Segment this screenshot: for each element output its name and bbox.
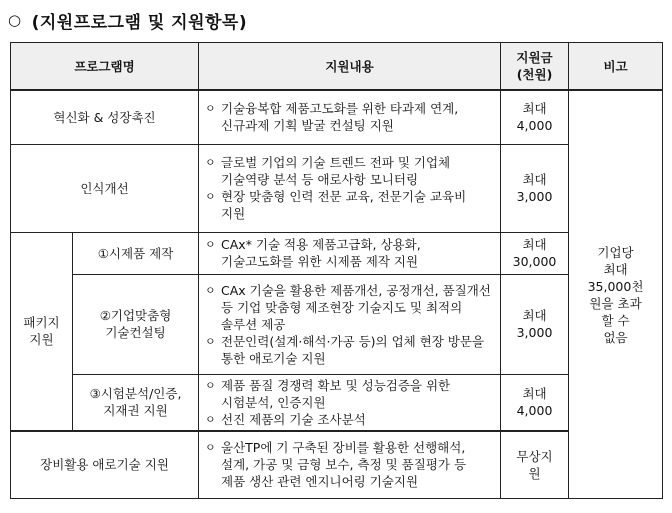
amount-innovation [501,90,569,144]
program-line: 기술컨설팅 [105,325,166,340]
support-program-table [10,42,663,499]
amount-testing [501,374,569,431]
package-group [11,232,73,431]
amount-value: 4,000 [516,403,553,418]
content-innovation [199,90,501,144]
content-item: ㅇ CAx* 기술 적용 제품고급화, 상용화, 기술고도화를 위한 시제품 제작 지원 [205,236,494,270]
program-consulting [73,274,199,374]
amount-label: 최대 [522,101,547,117]
content-item: ㅇ 울산TP에 기 구축된 장비를 활용한 선행해석, 설계, 가공 및 금형 보수, 측정 및 품질평가 등 제품 생산 관련 엔지니어링 기술지원 [205,439,494,490]
heading-bullet-icon: ○ [8,11,22,29]
amount-label: 최대 [522,386,547,401]
amount-label: 최대 [522,237,547,252]
content-consulting [199,274,501,374]
note-line: 최대 [603,261,628,277]
table-row-consulting [11,274,663,374]
amount-label: 원 [528,465,541,481]
amount-consulting [501,274,569,374]
amount-label: 무상지 [516,448,553,464]
header-content: 지원내용 [199,43,501,91]
section-heading [8,6,247,34]
note-line: 원을 초과 [589,295,642,311]
note-line: 기업당 [597,244,634,260]
content-item: ㅇ 선진 제품의 기술 조사분석 [205,411,494,428]
amount-value: 3,000 [516,325,553,340]
header-note: 비고 [569,43,663,91]
amount-awareness [501,144,569,232]
program-line: ②기업맞춤형 [99,308,172,323]
content-item: ㅇ 전문인력(설계·해석·가공 등)의 업체 현장 방문을 통한 애로기술 지원 [205,333,494,367]
content-item: ㅇ 기술융복합 제품고도화를 위한 타과제 연계, 신규과제 기획 발굴 컨설팅 지원 [205,100,494,134]
program-prototype: ①시제품 제작 [73,232,199,274]
note-line: 35,000천 [587,278,644,294]
table-row-awareness [11,144,663,232]
amount-value: 30,000 [512,254,557,269]
package-group-line: 지원 [29,332,54,347]
amount-equipment [501,431,569,499]
table-row-innovation [11,90,663,144]
table-row-testing [11,374,663,431]
header-program: 프로그램명 [11,43,199,91]
program-line: 지재권 지원 [103,403,168,418]
content-item: ㅇ 제품 품질 경쟁력 확보 및 성능검증을 위한 시험분석, 인증지원 [205,377,494,411]
header-amount-line2: (천원) [516,67,553,82]
note-line: 없음 [603,329,628,345]
table-header-row [11,43,663,91]
amount-value: 3,000 [516,189,553,204]
content-awareness [199,144,501,232]
program-equipment: 장비활용 애로기술 지원 [11,431,199,499]
amount-value: 4,000 [516,118,553,134]
program-testing [73,374,199,431]
program-awareness: 인식개선 [11,144,199,232]
amount-prototype [501,232,569,274]
header-amount [501,43,569,91]
table-row-prototype [11,232,663,274]
amount-label: 최대 [522,308,547,323]
note-cell [569,90,663,499]
package-group-line: 패키지 [23,315,60,330]
content-item: ㅇ CAx 기술을 활용한 제품개선, 공정개선, 품질개선 등 기업 맞춤형 제조현장 기술지도 및 최적의 솔루션 제공 [205,282,494,333]
table-row-equipment [11,431,663,499]
content-item: ㅇ 글로벌 기업의 기술 트렌드 전파 및 기업체 기술역량 분석 등 애로사항 모니터링 [205,154,494,188]
content-item: ㅇ 현장 맞춤형 인력 전문 교육, 전문기술 교육비 지원 [205,188,494,222]
amount-label: 최대 [522,172,547,187]
content-equipment [199,431,501,499]
header-amount-line1: 지원금 [516,50,553,65]
heading-title: (지원프로그램 및 지원항목) [31,12,248,33]
program-innovation: 혁신화 & 성장촉진 [11,90,199,144]
program-line: ③시험분석/인증, [89,386,182,401]
note-line: 할 수 [601,312,630,328]
content-testing [199,374,501,431]
content-prototype [199,232,501,274]
